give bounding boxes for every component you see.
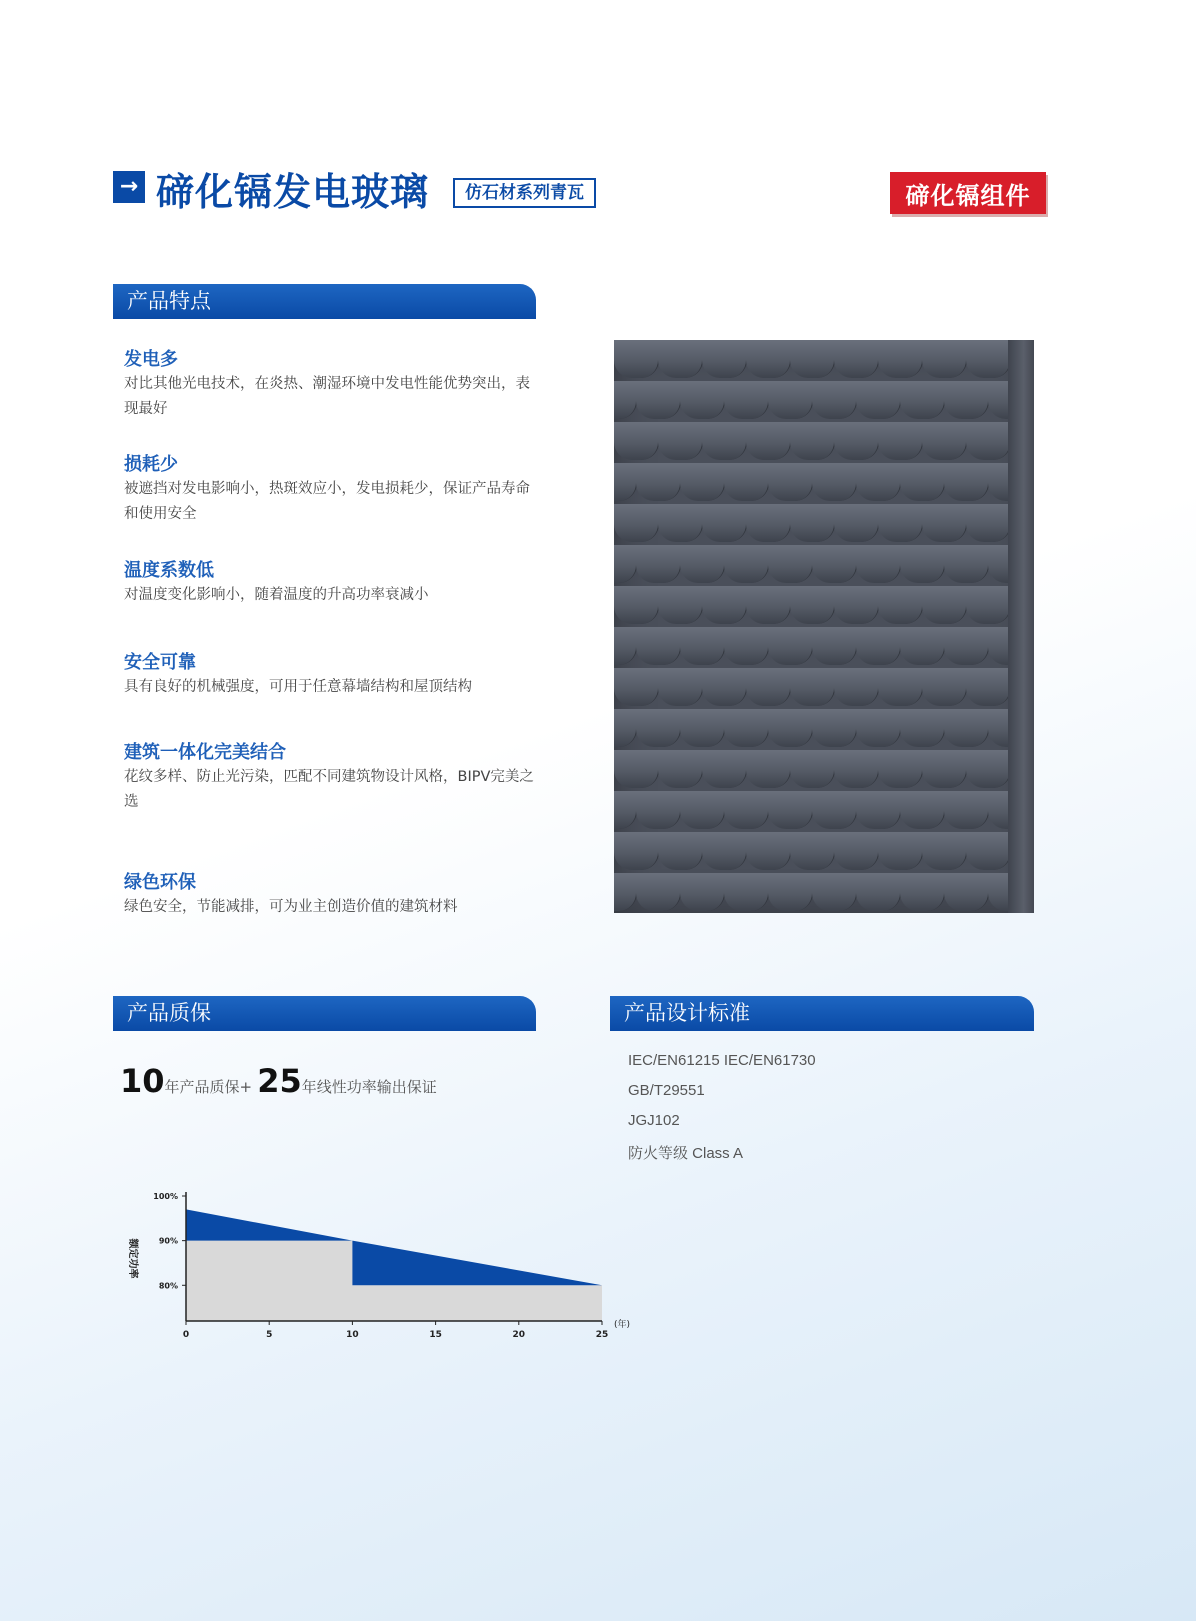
features-section-bar — [113, 284, 536, 319]
roof-tile — [856, 463, 901, 501]
roof-tile — [790, 832, 835, 870]
roof-tile — [702, 340, 747, 378]
roof-tile — [944, 709, 989, 747]
roof-tile — [834, 422, 879, 460]
roof-tile — [636, 791, 681, 829]
roof-tile — [680, 873, 725, 911]
roof-tile — [768, 873, 813, 911]
roof-tile — [658, 504, 703, 542]
tile-row — [614, 463, 1014, 504]
roof-tile — [768, 463, 813, 501]
roof-tile — [724, 381, 769, 419]
x-tick-label: 25 — [595, 1330, 609, 1340]
standard-item: IEC/EN61215 IEC/EN61730 — [628, 1052, 816, 1069]
warranty-years-product: 10 — [120, 1062, 165, 1100]
y-axis-label: 额定功率 — [127, 1238, 138, 1279]
roof-tile — [614, 463, 637, 501]
roof-tile — [614, 832, 659, 870]
feature-title: 安全可靠 — [124, 652, 196, 673]
feature-body: 被遮挡对发电影响小，热斑效应小，发电损耗少，保证产品寿命和使用安全 — [124, 481, 530, 522]
tile-edge-decoration — [1008, 340, 1034, 913]
roof-tile — [922, 832, 967, 870]
roof-tile — [680, 381, 725, 419]
roof-tile — [878, 750, 923, 788]
roof-tile — [966, 340, 1011, 378]
roof-tile — [614, 504, 659, 542]
roof-tile — [878, 422, 923, 460]
roof-tile — [900, 627, 945, 665]
feature-body: 对温度变化影响小，随着温度的升高功率衰减小 — [124, 587, 429, 603]
warranty-product-text: 年产品质保+ — [164, 1078, 253, 1096]
roof-tile — [614, 627, 637, 665]
feature-title: 绿色环保 — [124, 872, 196, 893]
roof-tile — [636, 463, 681, 501]
roof-tile — [944, 873, 989, 911]
tile-row — [614, 668, 1014, 709]
roof-tile — [768, 381, 813, 419]
series-subtitle: 仿石材系列青瓦 — [453, 178, 596, 208]
feature-body: 对比其他光电技术，在炎热、潮湿环境中发电性能优势突出，表现最好 — [124, 376, 530, 417]
tile-row — [614, 586, 1014, 627]
roof-tile — [658, 422, 703, 460]
roof-tile — [856, 791, 901, 829]
roof-tile — [922, 504, 967, 542]
roof-tile — [966, 422, 1011, 460]
roof-tile — [922, 586, 967, 624]
roof-tile — [768, 791, 813, 829]
roof-tile — [746, 750, 791, 788]
roof-tile — [614, 668, 659, 706]
roof-tile — [790, 340, 835, 378]
tile-row — [614, 545, 1014, 586]
roof-tile — [812, 463, 857, 501]
tile-row — [614, 832, 1014, 873]
feature-body: 绿色安全，节能减排，可为业主创造价值的建筑材料 — [124, 899, 458, 915]
roof-tile — [614, 873, 637, 911]
roof-tile — [966, 504, 1011, 542]
feature-title: 损耗少 — [124, 454, 178, 475]
roof-tile — [966, 832, 1011, 870]
roof-tile — [812, 709, 857, 747]
power-warranty-chart — [110, 1190, 670, 1380]
roof-tile — [636, 873, 681, 911]
roof-tile — [614, 750, 659, 788]
tile-row — [614, 381, 1014, 422]
roof-tile — [746, 504, 791, 542]
roof-tile — [768, 709, 813, 747]
roof-tile — [922, 668, 967, 706]
standard-item: GB/T29551 — [628, 1082, 705, 1099]
roof-tile — [636, 709, 681, 747]
feature-title: 建筑一体化完美结合 — [124, 742, 286, 763]
roof-tile — [746, 422, 791, 460]
x-tick-label: 10 — [346, 1330, 359, 1340]
roof-tile — [878, 668, 923, 706]
roof-tile — [856, 545, 901, 583]
tile-row — [614, 504, 1014, 545]
roof-tile — [856, 873, 901, 911]
x-tick-label: 0 — [182, 1330, 190, 1340]
roof-tile — [944, 463, 989, 501]
features-section-title: 产品特点 — [127, 289, 211, 313]
page-title: 碲化镉发电玻璃 — [156, 170, 430, 214]
roof-tile — [658, 668, 703, 706]
roof-tile — [856, 627, 901, 665]
roof-tile — [680, 709, 725, 747]
roof-tile — [790, 750, 835, 788]
roof-tile — [834, 586, 879, 624]
category-badge: 碲化镉组件 — [890, 172, 1046, 214]
roof-tile — [790, 586, 835, 624]
roof-tile — [900, 463, 945, 501]
roof-tile — [702, 750, 747, 788]
roof-tile — [614, 381, 637, 419]
warranty-years-power: 25 — [257, 1062, 302, 1100]
roof-tile — [834, 832, 879, 870]
tile-row — [614, 340, 1014, 381]
roof-tile — [702, 422, 747, 460]
feature-title: 发电多 — [124, 349, 178, 370]
roof-tile — [900, 381, 945, 419]
roof-tile-product-image — [614, 340, 1034, 913]
standard-item: JGJ102 — [628, 1112, 680, 1129]
roof-tile — [922, 340, 967, 378]
standards-section-title: 产品设计标准 — [624, 1001, 750, 1025]
roof-tile — [724, 545, 769, 583]
standard-item: 防火等级 Class A — [628, 1145, 744, 1162]
roof-tile — [636, 381, 681, 419]
roof-tile — [834, 340, 879, 378]
roof-tile — [966, 668, 1011, 706]
roof-tile — [966, 750, 1011, 788]
tile-row — [614, 750, 1014, 791]
x-tick-label: 20 — [512, 1330, 526, 1340]
roof-tile — [922, 750, 967, 788]
roof-tile — [658, 586, 703, 624]
roof-tile — [724, 709, 769, 747]
roof-tile — [702, 832, 747, 870]
roof-tile — [614, 586, 659, 624]
roof-tile — [614, 709, 637, 747]
roof-tile — [900, 791, 945, 829]
tile-row — [614, 627, 1014, 668]
roof-tile — [680, 545, 725, 583]
feature-title: 温度系数低 — [124, 560, 214, 581]
roof-tile — [636, 545, 681, 583]
roof-tile — [636, 627, 681, 665]
roof-tile — [614, 791, 637, 829]
roof-tile — [944, 381, 989, 419]
roof-tile — [944, 545, 989, 583]
roof-tile — [658, 750, 703, 788]
roof-tile — [746, 340, 791, 378]
tile-row — [614, 791, 1014, 832]
roof-tile — [790, 668, 835, 706]
roof-tile — [680, 627, 725, 665]
roof-tile — [900, 873, 945, 911]
roof-tile — [812, 791, 857, 829]
roof-tile — [812, 381, 857, 419]
roof-tile — [702, 586, 747, 624]
warranty-power-text: 年线性功率输出保证 — [301, 1078, 437, 1096]
roof-tile — [746, 586, 791, 624]
roof-tile — [702, 504, 747, 542]
warranty-section-bar — [113, 996, 536, 1031]
roof-tile — [812, 873, 857, 911]
roof-tile — [680, 791, 725, 829]
roof-tile — [790, 504, 835, 542]
roof-tile — [614, 340, 659, 378]
roof-tile — [812, 545, 857, 583]
roof-tile — [702, 668, 747, 706]
roof-tile — [856, 381, 901, 419]
y-tick-label: 90% — [158, 1236, 178, 1246]
roof-tile — [834, 668, 879, 706]
roof-tile — [878, 340, 923, 378]
roof-tile — [878, 832, 923, 870]
roof-tile — [900, 709, 945, 747]
x-tick-label: 15 — [429, 1330, 442, 1340]
roof-tile — [790, 422, 835, 460]
roof-tile — [768, 545, 813, 583]
roof-tile — [878, 586, 923, 624]
roof-tile — [658, 340, 703, 378]
roof-tile — [724, 873, 769, 911]
roof-tile — [922, 422, 967, 460]
warranty-section-title: 产品质保 — [127, 1001, 211, 1025]
roof-tile — [878, 504, 923, 542]
warranty-summary — [120, 1062, 437, 1100]
standards-section-bar — [610, 996, 1034, 1031]
arrow-icon: → — [113, 171, 145, 203]
tile-row — [614, 422, 1014, 463]
feature-body: 具有良好的机械强度，可用于任意幕墙结构和屋顶结构 — [124, 679, 472, 695]
tile-row — [614, 709, 1014, 750]
y-tick-label: 100% — [153, 1192, 178, 1201]
roof-tile — [768, 627, 813, 665]
y-tick-label: 80% — [158, 1281, 178, 1291]
roof-tile — [724, 791, 769, 829]
roof-tile — [614, 545, 637, 583]
x-tick-label: 5 — [266, 1330, 273, 1340]
roof-tile — [900, 545, 945, 583]
roof-tile — [834, 504, 879, 542]
roof-tile — [834, 750, 879, 788]
roof-tile — [724, 627, 769, 665]
roof-tile — [944, 627, 989, 665]
roof-tile — [724, 463, 769, 501]
roof-tile — [746, 668, 791, 706]
roof-tile — [614, 422, 659, 460]
roof-tile — [746, 832, 791, 870]
roof-tile — [658, 832, 703, 870]
tile-row — [614, 873, 1014, 913]
x-axis-label: (年) — [614, 1320, 631, 1330]
roof-tile — [680, 463, 725, 501]
roof-tile — [966, 586, 1011, 624]
feature-body: 花纹多样、防止光污染，匹配不同建筑物设计风格，BIPV完美之选 — [124, 769, 534, 810]
roof-tile — [856, 709, 901, 747]
roof-tile — [812, 627, 857, 665]
roof-tile — [944, 791, 989, 829]
